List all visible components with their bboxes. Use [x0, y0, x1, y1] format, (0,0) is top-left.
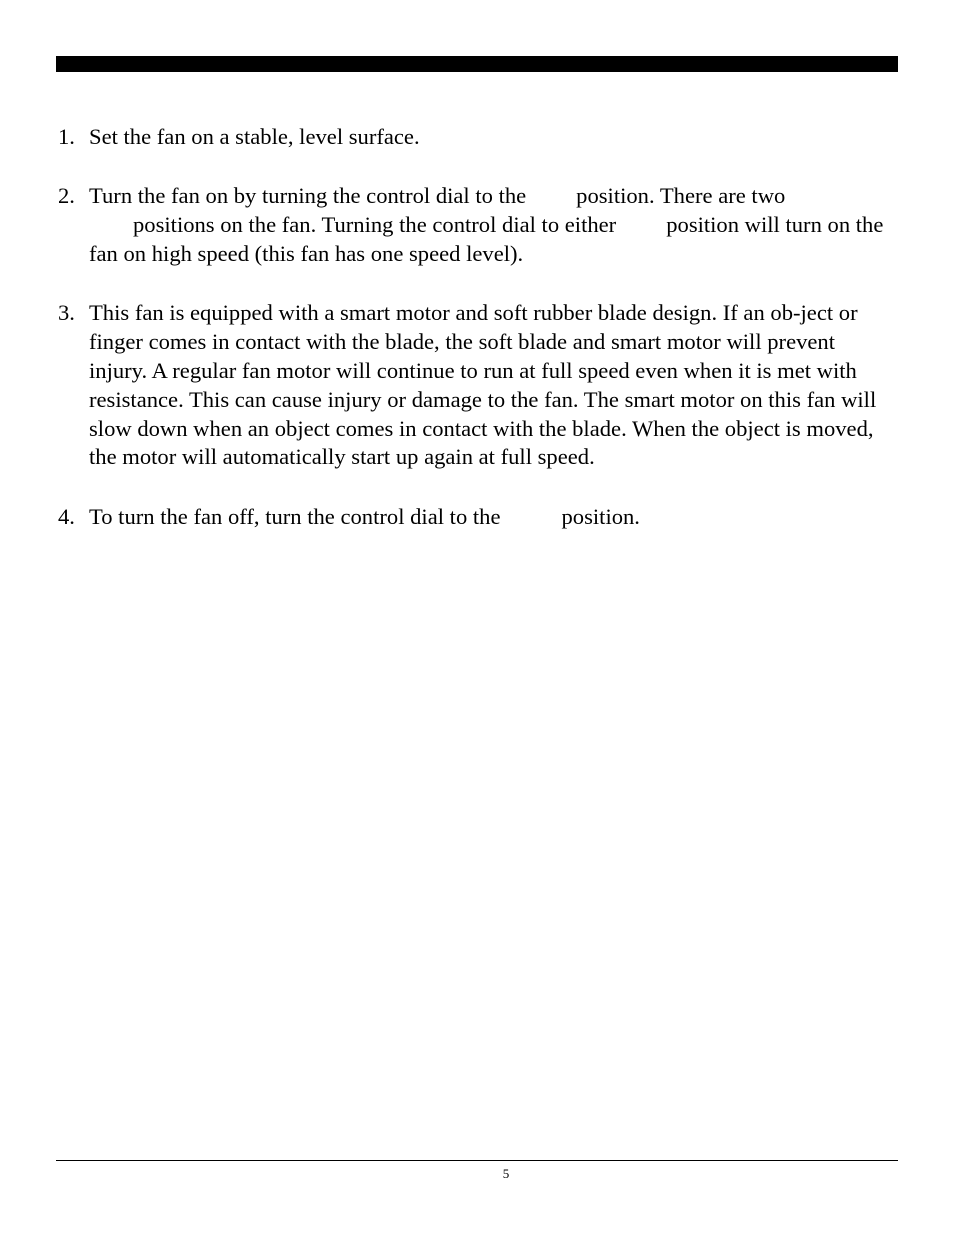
instruction-text-part: position. — [561, 503, 640, 529]
instruction-text: This fan is equipped with a smart motor and soft rubber blade design. If an ob-ject or finger comes in contact with the blade, the soft blade and smart motor will prevent injury. A regular fan motor will continue to run at full speed even when it is met with resistance. This can cause injury or damage to the fan. The smart motor on this fan will slow down when an object comes in contact with the blade. When the object is moved, the motor will automatically start up again at full speed. — [89, 300, 877, 470]
instruction-number: 1. — [58, 124, 75, 149]
instruction-text-part: position. There are two — [576, 183, 786, 209]
page-number: 5 — [502, 1166, 510, 1181]
instruction-text-part: position will turn on the fan on high speed (this fan has one speed level). — [89, 212, 884, 266]
instruction-text-part: positions on the fan. Turning the control dial to either — [133, 212, 617, 238]
instruction-item-1 — [58, 123, 890, 152]
header-bar — [56, 56, 898, 72]
instruction-number: 3. — [58, 300, 75, 326]
instruction-text-part: Turn the fan on by turning the control dial to the — [89, 183, 527, 209]
instruction-number: 2. — [58, 183, 75, 209]
instruction-number: 4. — [58, 503, 75, 529]
instruction-text-part: To turn the fan off, turn the control dial to the — [89, 503, 501, 529]
instruction-list — [58, 123, 890, 562]
instruction-text: Set the fan on a stable, level surface. — [89, 124, 420, 149]
footer-rule — [56, 1160, 898, 1161]
instruction-item-2 — [58, 182, 890, 268]
instruction-item-3 — [58, 299, 890, 472]
instruction-item-4 — [58, 503, 890, 532]
